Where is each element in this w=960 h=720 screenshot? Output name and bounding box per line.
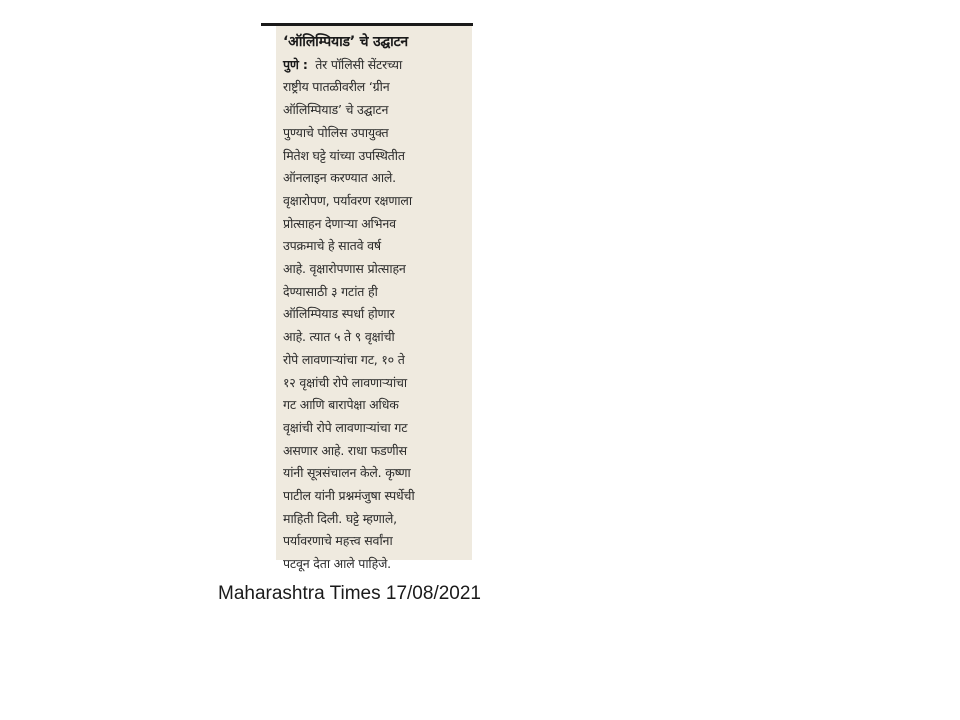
article-line: पर्यावरणाचे महत्त्व सर्वांना [283,533,393,549]
article-line: ऑलिम्पियाड स्पर्धा होणार [283,306,395,322]
dateline: पुणे : [283,56,308,72]
article-line: देण्यासाठी ३ गटांत ही [283,283,378,299]
newspaper-clipping [276,23,472,572]
clipping-top-rule [261,23,473,26]
clipping-text [283,31,469,576]
article-line: ऑलिम्पियाड’ चे उद्घाटन [283,102,389,118]
article-first-line [283,54,469,77]
article-line: वृक्षांची रोपे लावणाऱ्यांचा गट [283,419,408,435]
article-line: ऑनलाइन करण्यात आले. [283,170,396,186]
article-line: गट आणि बारापेक्षा अधिक [283,397,399,413]
article-line: १२ वृक्षांची रोपे लावणाऱ्यांचा [283,374,407,390]
first-line-text: तेर पॉलिसी सेंटरच्या [315,56,403,72]
article-line: रोपे लावणाऱ्यांचा गट, १० ते [283,351,405,367]
article-line: उपक्रमाचे हे सातवे वर्ष [283,238,381,254]
article-line: राष्ट्रीय पातळीवरील ‘ग्रीन [283,79,390,95]
article-line: मितेश घट्टे यांच्या उपस्थितीत [283,147,405,163]
article-line: पाटील यांनी प्रश्नमंजुषा स्पर्धेची [283,488,415,504]
article-line: माहिती दिली. घट्टे म्हणाले, [283,510,397,526]
article-line: असणार आहे. राधा फडणीस [283,442,407,458]
article-line: वृक्षारोपण, पर्यावरण रक्षणाला [283,192,412,208]
source-caption: Maharashtra Times 17/08/2021 [218,583,481,604]
article-line: आहे. वृक्षारोपणास प्रोत्साहन [283,261,406,277]
article-line: पटवून देता आले पाहिजे. [283,556,391,572]
headline: ‘ऑलिम्पियाड’ चे उद्घाटन [283,34,409,50]
article-line: पुण्याचे पोलिस उपायुक्त [283,124,389,140]
article-line: आहे. त्यात ५ ते ९ वृक्षांची [283,329,395,345]
article-line: यांनी सूत्रसंचालन केले. कृष्णा [283,465,411,481]
article-line: प्रोत्साहन देणाऱ्या अभिनव [283,215,396,231]
